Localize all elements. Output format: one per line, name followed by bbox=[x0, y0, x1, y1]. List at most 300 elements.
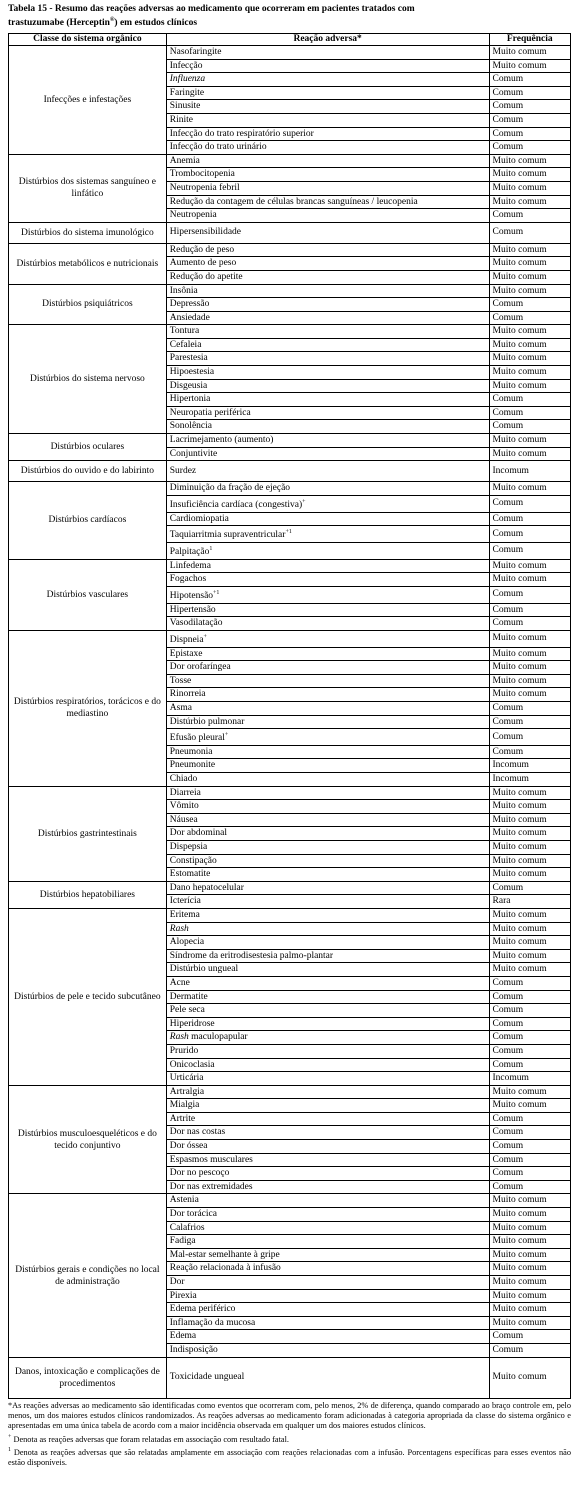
caption-line-2b: ) em estudos clínicos bbox=[114, 18, 198, 29]
reaction-cell bbox=[166, 284, 489, 298]
reaction-name: Parestesia bbox=[169, 353, 208, 364]
footnote-fatal bbox=[8, 1432, 571, 1445]
reaction-cell bbox=[166, 59, 489, 73]
frequency-cell: Muito comum bbox=[489, 284, 570, 298]
reaction-cell bbox=[166, 1316, 489, 1330]
frequency-cell: Comum bbox=[489, 1112, 570, 1126]
footnote-infusion-text: Denota as reações adversas que são relatadas amplamente em associação com reações relacionadas com a infusão. Porcentagens específicas para esses eventos não estão disponíveis. bbox=[8, 1447, 571, 1468]
frequency-cell: Muito comum bbox=[489, 366, 570, 380]
footnote-marker: + bbox=[224, 732, 229, 739]
frequency-cell: Comum bbox=[489, 1126, 570, 1140]
reaction-cell bbox=[166, 813, 489, 827]
reaction-name: Indisposição bbox=[169, 1344, 218, 1355]
caption-line-2a: trastuzumabe (Herceptin bbox=[8, 18, 110, 29]
reaction-cell bbox=[166, 841, 489, 855]
reaction-name: Dor no pescoço bbox=[169, 1168, 230, 1179]
reaction-cell bbox=[166, 1099, 489, 1113]
frequency-cell: Muito comum bbox=[489, 841, 570, 855]
reaction-cell bbox=[166, 420, 489, 434]
header-adverse-reaction: Reação adversa* bbox=[166, 34, 489, 46]
reaction-name: Asma bbox=[169, 702, 192, 713]
reaction-name: Pneumonia bbox=[169, 746, 213, 757]
reaction-cell bbox=[166, 512, 489, 526]
reaction-cell bbox=[166, 827, 489, 841]
reaction-cell bbox=[166, 1004, 489, 1018]
reaction-cell bbox=[166, 715, 489, 729]
reaction-name: Fadiga bbox=[169, 1236, 196, 1247]
frequency-cell: Muito comum bbox=[489, 800, 570, 814]
frequency-cell: Comum bbox=[489, 1343, 570, 1357]
reaction-cell bbox=[166, 990, 489, 1004]
frequency-cell: Muito comum bbox=[489, 1099, 570, 1113]
reaction-cell bbox=[166, 854, 489, 868]
reaction-cell bbox=[166, 1058, 489, 1072]
frequency-cell: Comum bbox=[489, 222, 570, 243]
reaction-name: Dor nas extremidades bbox=[169, 1181, 253, 1192]
table-row bbox=[9, 1194, 571, 1208]
reaction-name: Disgeusia bbox=[169, 380, 208, 391]
frequency-cell: Comum bbox=[489, 542, 570, 559]
table-row bbox=[9, 46, 571, 60]
reaction-cell bbox=[166, 701, 489, 715]
reaction-name: Ansiedade bbox=[169, 312, 210, 323]
frequency-cell: Comum bbox=[489, 617, 570, 631]
frequency-cell: Muito comum bbox=[489, 379, 570, 393]
frequency-cell: Comum bbox=[489, 73, 570, 87]
reaction-cell bbox=[166, 922, 489, 936]
reaction-cell bbox=[166, 127, 489, 141]
reaction-name: Dor bbox=[169, 1277, 185, 1287]
organ-class-cell: Distúrbios do ouvido e do labirinto bbox=[9, 461, 167, 482]
frequency-cell: Muito comum bbox=[489, 1262, 570, 1276]
reaction-name: Sonolência bbox=[169, 421, 212, 432]
footnote-marker: + bbox=[203, 633, 207, 640]
frequency-cell: Muito comum bbox=[489, 325, 570, 339]
reaction-cell bbox=[166, 526, 489, 543]
reaction-cell bbox=[166, 73, 489, 87]
frequency-cell: Muito comum bbox=[489, 661, 570, 675]
reaction-name: Influenza bbox=[169, 74, 206, 85]
reaction-name: Linfedema bbox=[169, 560, 211, 571]
reaction-cell bbox=[166, 908, 489, 922]
reaction-cell bbox=[166, 688, 489, 702]
reaction-name: Faringite bbox=[169, 87, 205, 98]
reaction-cell bbox=[166, 1262, 489, 1276]
reaction-name-suffix: maculopapular bbox=[188, 1032, 248, 1043]
reaction-name: Infecção do trato urinário bbox=[169, 142, 267, 153]
reaction-name: Sinusite bbox=[169, 101, 201, 112]
reaction-name: Dermatite bbox=[169, 991, 208, 1002]
frequency-cell: Comum bbox=[489, 420, 570, 434]
footnotes bbox=[8, 1401, 571, 1469]
organ-class-cell: Distúrbios gerais e condições no local de administração bbox=[9, 1194, 167, 1357]
reaction-name: Taquiarritmia supraventricular bbox=[169, 530, 286, 541]
frequency-cell: Muito comum bbox=[489, 154, 570, 168]
reaction-name: Redução do apetite bbox=[169, 271, 243, 282]
table-row bbox=[9, 461, 571, 482]
reaction-name: Dor nas costas bbox=[169, 1127, 226, 1138]
reaction-name: Calafrios bbox=[169, 1222, 205, 1233]
reaction-cell bbox=[166, 1194, 489, 1208]
reaction-cell bbox=[166, 495, 489, 512]
footnote-general: *As reações adversas ao medicamento são identificadas como eventos que ocorreram com, pelo menos, 2% de diferença, quando comparado ao braço controle em, pelo menos, um dos maiores estudos clínicos randomizados. As reações adversas ao medicamento foram adicionadas à categoria apropriada da classe do sistema orgânico e apresentadas em uma única tabela de acordo com a maior incidência observada em qualquer um dos maiores estudos clínicos. bbox=[8, 1400, 571, 1431]
reaction-cell bbox=[166, 542, 489, 559]
reaction-cell bbox=[166, 949, 489, 963]
reaction-name: Distúrbio pulmonar bbox=[169, 716, 245, 727]
frequency-cell: Comum bbox=[489, 141, 570, 155]
reaction-name: Rash bbox=[169, 923, 189, 934]
frequency-cell: Comum bbox=[489, 526, 570, 543]
frequency-cell: Muito comum bbox=[489, 1194, 570, 1208]
frequency-cell: Comum bbox=[489, 586, 570, 603]
reaction-cell bbox=[166, 338, 489, 352]
reaction-name: Urticária bbox=[169, 1073, 204, 1084]
reaction-name: Síndrome da eritrodisestesia palmo-plantar bbox=[169, 950, 334, 961]
reaction-name: Conjuntivite bbox=[169, 448, 218, 459]
reaction-name: Hiperidrose bbox=[169, 1018, 215, 1029]
frequency-cell: Muito comum bbox=[489, 1221, 570, 1235]
reaction-cell bbox=[166, 141, 489, 155]
reaction-cell bbox=[166, 366, 489, 380]
reaction-name: Astenia bbox=[169, 1195, 199, 1206]
footnote-marker: + bbox=[302, 498, 306, 505]
reaction-name: Dor torácica bbox=[169, 1209, 217, 1220]
reaction-name: Vasodilatação bbox=[169, 618, 223, 629]
reaction-name: Dano hepatocelular bbox=[169, 882, 244, 893]
organ-class-cell: Distúrbios musculoesqueléticos e do tecido conjuntivo bbox=[9, 1085, 167, 1194]
reaction-cell bbox=[166, 1289, 489, 1303]
frequency-cell: Muito comum bbox=[489, 908, 570, 922]
reaction-name: Pele seca bbox=[169, 1005, 205, 1016]
reaction-cell bbox=[166, 461, 489, 482]
reaction-name: Acne bbox=[169, 977, 190, 988]
reaction-name: Onicoclasia bbox=[169, 1059, 215, 1070]
reaction-name: Hipersensibilidade bbox=[169, 227, 241, 238]
frequency-cell: Comum bbox=[489, 701, 570, 715]
reaction-name: Constipação bbox=[169, 855, 217, 866]
reaction-cell bbox=[166, 1208, 489, 1222]
frequency-cell: Comum bbox=[489, 1167, 570, 1181]
frequency-cell: Muito comum bbox=[489, 786, 570, 800]
reaction-cell bbox=[166, 729, 489, 746]
footnote-fatal-mark: + bbox=[8, 1433, 12, 1440]
frequency-cell: Comum bbox=[489, 729, 570, 746]
frequency-cell: Comum bbox=[489, 1153, 570, 1167]
reaction-name: Dor abdominal bbox=[169, 828, 228, 839]
frequency-cell: Muito comum bbox=[489, 963, 570, 977]
header-organ-class: Classe do sistema orgânico bbox=[9, 34, 167, 46]
reaction-cell bbox=[166, 86, 489, 100]
reaction-cell bbox=[166, 603, 489, 617]
reaction-cell bbox=[166, 181, 489, 195]
reaction-name: Insuficiência cardíaca (congestiva) bbox=[169, 499, 303, 510]
frequency-cell: Muito comum bbox=[489, 688, 570, 702]
reaction-name: Anemia bbox=[169, 155, 200, 166]
frequency-cell: Muito comum bbox=[489, 827, 570, 841]
reaction-cell bbox=[166, 1303, 489, 1317]
frequency-cell: Muito comum bbox=[489, 1357, 570, 1398]
reaction-cell bbox=[166, 325, 489, 339]
reaction-name: Aumento de peso bbox=[169, 258, 237, 269]
reaction-cell bbox=[166, 434, 489, 448]
reaction-name: Artrite bbox=[169, 1113, 196, 1124]
reaction-cell bbox=[166, 1221, 489, 1235]
frequency-cell: Muito comum bbox=[489, 434, 570, 448]
reaction-cell bbox=[166, 1126, 489, 1140]
frequency-cell: Muito comum bbox=[489, 559, 570, 573]
reaction-name: Dor óssea bbox=[169, 1141, 208, 1152]
frequency-cell: Incomum bbox=[489, 773, 570, 787]
organ-class-cell: Distúrbios dos sistemas sanguíneo e linfático bbox=[9, 154, 167, 222]
reaction-cell bbox=[166, 1180, 489, 1194]
organ-class-cell: Distúrbios psiquiátricos bbox=[9, 284, 167, 325]
reaction-name: Diarreia bbox=[169, 787, 201, 798]
reaction-name: Tontura bbox=[169, 326, 200, 337]
reaction-name: Inflamação da mucosa bbox=[169, 1317, 256, 1328]
reaction-name: Chiado bbox=[169, 774, 198, 785]
reaction-name: Epistaxe bbox=[169, 648, 203, 659]
reaction-cell bbox=[166, 745, 489, 759]
reaction-cell bbox=[166, 379, 489, 393]
reaction-name: Dor orofaríngea bbox=[169, 662, 231, 673]
reaction-name: Pirexia bbox=[169, 1290, 197, 1301]
reaction-name: Lacrimejamento (aumento) bbox=[169, 435, 274, 446]
reaction-name: Toxicidade ungueal bbox=[169, 1372, 245, 1383]
reaction-name: Dispepsia bbox=[169, 842, 208, 852]
frequency-cell: Muito comum bbox=[489, 59, 570, 73]
reaction-cell bbox=[166, 1072, 489, 1086]
frequency-cell: Muito comum bbox=[489, 573, 570, 587]
frequency-cell: Incomum bbox=[489, 759, 570, 773]
reaction-cell bbox=[166, 786, 489, 800]
reaction-name: Redução da contagem de células brancas sanguíneas / leucopenia bbox=[169, 196, 418, 207]
reaction-cell bbox=[166, 1343, 489, 1357]
reaction-cell bbox=[166, 1031, 489, 1045]
reaction-cell bbox=[166, 257, 489, 271]
reaction-name: Palpitação bbox=[169, 547, 210, 558]
frequency-cell: Muito comum bbox=[489, 1289, 570, 1303]
table-row bbox=[9, 434, 571, 448]
frequency-cell: Comum bbox=[489, 209, 570, 223]
reaction-cell bbox=[166, 868, 489, 882]
frequency-cell: Muito comum bbox=[489, 168, 570, 182]
reaction-name: Neuropatia periférica bbox=[169, 407, 251, 418]
reaction-cell bbox=[166, 936, 489, 950]
frequency-cell: Muito comum bbox=[489, 181, 570, 195]
frequency-cell: Comum bbox=[489, 311, 570, 325]
reaction-cell bbox=[166, 674, 489, 688]
reaction-cell bbox=[166, 630, 489, 647]
reaction-name: Distúrbio ungueal bbox=[169, 964, 239, 975]
reaction-cell bbox=[166, 113, 489, 127]
reaction-cell bbox=[166, 773, 489, 787]
frequency-cell: Muito comum bbox=[489, 270, 570, 284]
reaction-name: Pneumonite bbox=[169, 760, 216, 771]
reaction-cell bbox=[166, 586, 489, 603]
frequency-cell: Muito comum bbox=[489, 482, 570, 496]
organ-class-cell: Distúrbios do sistema nervoso bbox=[9, 325, 167, 434]
reaction-name: Cefaleia bbox=[169, 339, 202, 350]
reaction-name: Infecção bbox=[169, 60, 203, 71]
reaction-cell bbox=[166, 647, 489, 661]
reaction-name: Eritema bbox=[169, 909, 200, 920]
frequency-cell: Muito comum bbox=[489, 447, 570, 461]
reaction-cell bbox=[166, 168, 489, 182]
reaction-cell bbox=[166, 1276, 489, 1290]
organ-class-cell: Distúrbios do sistema imunológico bbox=[9, 222, 167, 243]
reaction-cell bbox=[166, 222, 489, 243]
reaction-name: Reação relacionada à infusão bbox=[169, 1263, 281, 1274]
reaction-name: Rash bbox=[169, 1032, 189, 1043]
frequency-cell: Muito comum bbox=[489, 338, 570, 352]
reaction-name: Estomatite bbox=[169, 869, 211, 880]
reaction-name: Rinite bbox=[169, 114, 193, 125]
reaction-name: Neutropenia febril bbox=[169, 182, 240, 193]
organ-class-cell: Distúrbios de pele e tecido subcutâneo bbox=[9, 908, 167, 1085]
reaction-cell bbox=[166, 1248, 489, 1262]
reaction-cell bbox=[166, 1140, 489, 1154]
frequency-cell: Comum bbox=[489, 990, 570, 1004]
table-row bbox=[9, 154, 571, 168]
frequency-cell: Muito comum bbox=[489, 854, 570, 868]
reaction-name: Hipoestesia bbox=[169, 367, 215, 378]
reaction-cell bbox=[166, 976, 489, 990]
footnote-marker: +1 bbox=[285, 529, 292, 536]
organ-class-cell: Distúrbios oculares bbox=[9, 434, 167, 461]
frequency-cell: Comum bbox=[489, 512, 570, 526]
reaction-name: Efusão pleural bbox=[169, 733, 225, 744]
table-row bbox=[9, 908, 571, 922]
reaction-name: Fogachos bbox=[169, 574, 207, 585]
reaction-name: Tosse bbox=[169, 675, 192, 686]
reaction-name: Edema periférico bbox=[169, 1304, 236, 1315]
organ-class-cell: Distúrbios metabólicos e nutricionais bbox=[9, 243, 167, 284]
table-row bbox=[9, 284, 571, 298]
frequency-cell: Muito comum bbox=[489, 868, 570, 882]
table-row bbox=[9, 482, 571, 496]
frequency-cell: Muito comum bbox=[489, 949, 570, 963]
reaction-cell bbox=[166, 447, 489, 461]
frequency-cell: Muito comum bbox=[489, 195, 570, 209]
reaction-name: Dispneia bbox=[169, 634, 204, 645]
frequency-cell: Muito comum bbox=[489, 647, 570, 661]
organ-class-cell: Distúrbios respiratórios, torácicos e do mediastino bbox=[9, 630, 167, 786]
reaction-name: Depressão bbox=[169, 299, 210, 310]
organ-class-cell: Distúrbios cardíacos bbox=[9, 482, 167, 559]
reaction-name: Neutropenia bbox=[169, 210, 217, 221]
reaction-name: Icterícia bbox=[169, 896, 201, 907]
reaction-cell bbox=[166, 352, 489, 366]
frequency-cell: Muito comum bbox=[489, 352, 570, 366]
table-row bbox=[9, 559, 571, 573]
reaction-name: Trombocitopenia bbox=[169, 169, 235, 180]
reaction-name: Hipertensão bbox=[169, 604, 216, 615]
table-row bbox=[9, 1357, 571, 1398]
frequency-cell: Muito comum bbox=[489, 46, 570, 60]
frequency-cell: Comum bbox=[489, 603, 570, 617]
frequency-cell: Muito comum bbox=[489, 936, 570, 950]
table-row bbox=[9, 786, 571, 800]
caption-line-1: Tabela 15 - Resumo das reações adversas ao medicamento que ocorreram em pacientes tratados com bbox=[8, 4, 415, 14]
reaction-cell bbox=[166, 1153, 489, 1167]
reaction-cell bbox=[166, 311, 489, 325]
frequency-cell: Muito comum bbox=[489, 243, 570, 257]
reaction-cell bbox=[166, 298, 489, 312]
reaction-cell bbox=[166, 800, 489, 814]
reaction-cell bbox=[166, 100, 489, 114]
reaction-name: Hipertonia bbox=[169, 394, 211, 405]
reaction-cell bbox=[166, 154, 489, 168]
table-row bbox=[9, 243, 571, 257]
frequency-cell: Comum bbox=[489, 1140, 570, 1154]
reaction-name: Cardiomiopatia bbox=[169, 513, 229, 524]
reaction-cell bbox=[166, 195, 489, 209]
frequency-cell: Comum bbox=[489, 1058, 570, 1072]
footnote-marker: +1 bbox=[213, 589, 220, 596]
frequency-cell: Comum bbox=[489, 86, 570, 100]
frequency-cell: Comum bbox=[489, 1031, 570, 1045]
reaction-name: Insônia bbox=[169, 285, 198, 296]
reaction-cell bbox=[166, 617, 489, 631]
reaction-name: Hipotensão bbox=[169, 591, 214, 601]
reaction-name: Vômito bbox=[169, 801, 199, 812]
reaction-cell bbox=[166, 1167, 489, 1181]
frequency-cell: Comum bbox=[489, 1330, 570, 1344]
frequency-cell: Comum bbox=[489, 1004, 570, 1018]
table-row bbox=[9, 1085, 571, 1099]
frequency-cell: Muito comum bbox=[489, 257, 570, 271]
reaction-name: Diminuição da fração de ejeção bbox=[169, 483, 291, 494]
table-row bbox=[9, 222, 571, 243]
reaction-cell bbox=[166, 482, 489, 496]
frequency-cell: Comum bbox=[489, 976, 570, 990]
organ-class-cell: Distúrbios vasculares bbox=[9, 559, 167, 630]
registered-mark: ® bbox=[109, 17, 115, 23]
reaction-cell bbox=[166, 759, 489, 773]
reaction-cell bbox=[166, 963, 489, 977]
frequency-cell: Comum bbox=[489, 495, 570, 512]
frequency-cell: Comum bbox=[489, 298, 570, 312]
organ-class-cell: Distúrbios hepatobiliares bbox=[9, 881, 167, 908]
reaction-cell bbox=[166, 393, 489, 407]
reaction-cell bbox=[166, 1357, 489, 1398]
footnote-infusion-mark: 1 bbox=[8, 1446, 11, 1453]
reaction-name: Náusea bbox=[169, 814, 198, 825]
reaction-name: Prurido bbox=[169, 1045, 199, 1056]
reaction-cell bbox=[166, 1330, 489, 1344]
frequency-cell: Muito comum bbox=[489, 922, 570, 936]
frequency-cell: Comum bbox=[489, 745, 570, 759]
reaction-cell bbox=[166, 895, 489, 909]
footnote-fatal-text: Denota as reações adversas que foram relatadas em associação com resultado fatal. bbox=[11, 1434, 289, 1444]
reaction-cell bbox=[166, 209, 489, 223]
organ-class-cell: Infecções e infestações bbox=[9, 46, 167, 155]
frequency-cell: Incomum bbox=[489, 1072, 570, 1086]
frequency-cell: Comum bbox=[489, 113, 570, 127]
reaction-cell bbox=[166, 573, 489, 587]
reaction-name: Infecção do trato respiratório superior bbox=[169, 128, 314, 139]
table-body bbox=[9, 46, 571, 1399]
reaction-name: Edema bbox=[169, 1331, 197, 1342]
adverse-reactions-table bbox=[8, 33, 571, 1399]
reaction-cell bbox=[166, 243, 489, 257]
reaction-cell bbox=[166, 270, 489, 284]
reaction-cell bbox=[166, 406, 489, 420]
frequency-cell: Comum bbox=[489, 1180, 570, 1194]
reaction-name: Nasofaringite bbox=[169, 47, 222, 57]
reaction-cell bbox=[166, 1017, 489, 1031]
reaction-name: Alopecia bbox=[169, 937, 205, 948]
